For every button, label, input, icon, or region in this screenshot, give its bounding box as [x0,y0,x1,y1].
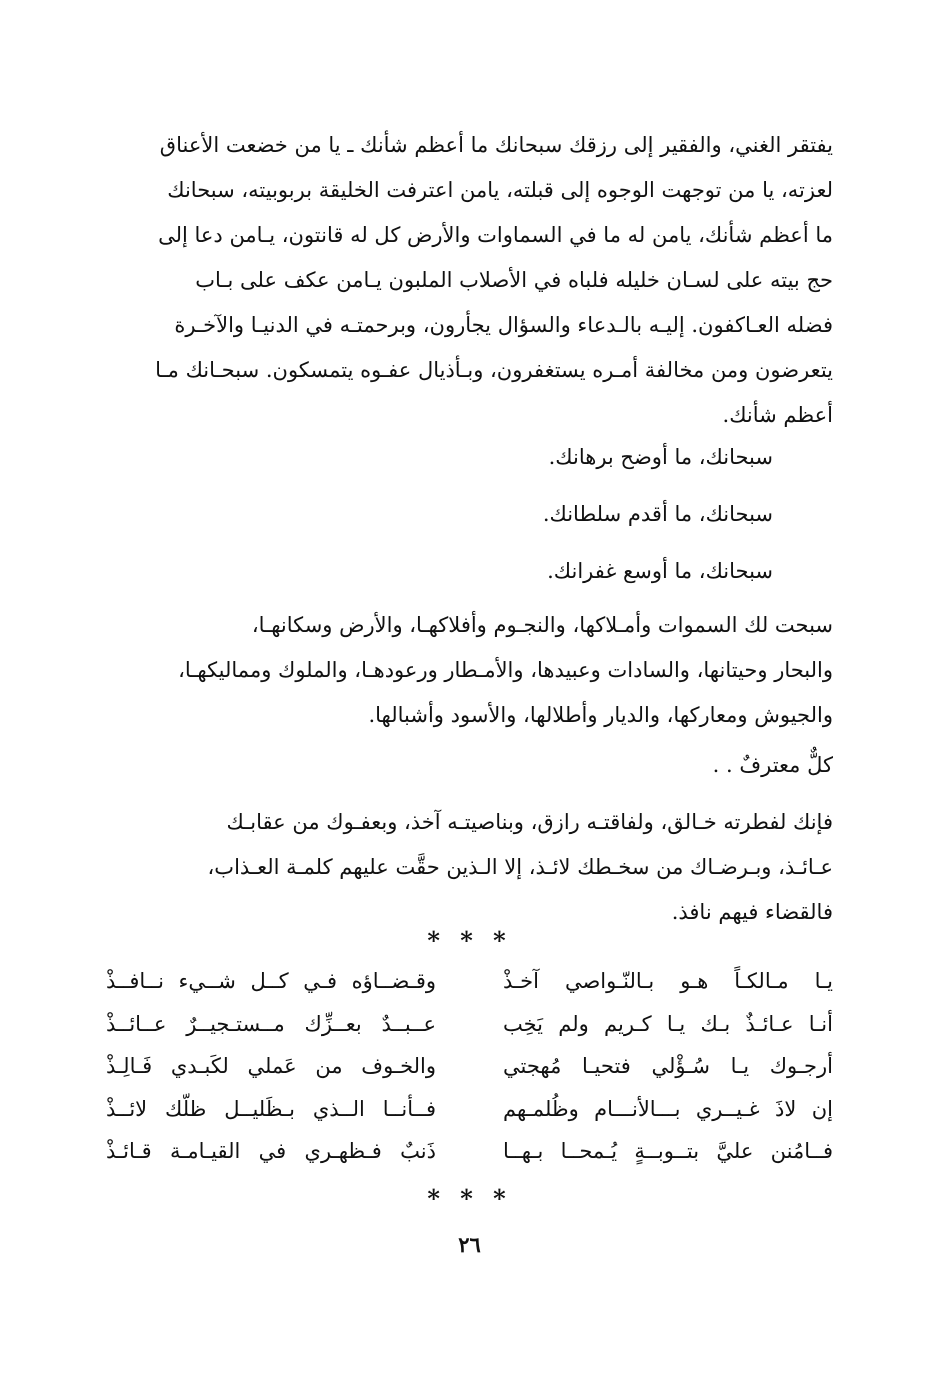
text-line: أعظم شأنك. [722,403,833,427]
poem-verse [106,960,833,1003]
paragraph-creator [106,800,833,935]
section-separator-top: * * * [427,926,512,955]
text-line: فضله العـاكفون. إليـه بالـدعاء والسؤال يجأرون، وبرحمتـه في الدنيـا والآخـرة [174,313,833,337]
poem-verse [106,1088,833,1131]
paragraph-glorification [106,603,833,738]
text-line: فإنك لفطرته خـالق، ولفاقتـه رازق، وبناصيتـه آخذ، وبعفـوك من عقابـك [226,810,833,834]
praise-line: سبحانك، ما أوضح برهانك. [548,445,773,469]
praise-line: سبحانك، ما أقدم سلطانك. [542,502,773,526]
verse-first-hemistich: أنـا عـائـذٌ بـك يـا كـريم ولم يَخِب [503,1011,833,1036]
text-line: يفتقر الغني، والفقير إلى رزقك سبحانك ما أعظم شأنك ـ يا من خضعت الأعناق [159,133,833,157]
praise-list [106,435,833,594]
text-line: سبحت لك السموات وأمـلاكها، والنجـوم وأفلاكهـا، والأرض وسكانهـا، [251,613,833,637]
text-line: يتعرضون ومن مخالفة أمـره يستغفرون، وبـأذيال عفـوه يتمسكون. سبحـانك مـا [155,358,833,382]
verse-second-hemistich: ذَنبٌ فـظهـري في القيـامـة قـائـذْ [106,1139,436,1163]
verse-first-hemistich: يـا مـالكـاً هـو بـالنّـواصي آخـذْ [503,969,833,993]
verse-second-hemistich: والخـوف من عَملي لكَبـدي فَـالِـذْ [106,1054,436,1078]
text-line: فالقضاء فيهم نافذ. [671,900,833,924]
text-line: لعزته، يا من توجهت الوجوه إلى قبلته، يامن اعترفت الخليقة بربوبيته، سبحانك [167,178,833,202]
section-separator-bottom: * * * [427,1184,512,1213]
text-line: والبحار وحيتانها، والسادات وعبيدها، والأمـطار ورعودهـا، والملوك ومماليكهـا، [178,658,833,682]
text-line: عـائـذ، وبـرضـاك من سخـطك لائـذ، إلا الـذين حقَّت عليهم كلمـة العـذاب، [207,855,833,879]
verse-first-hemistich: أرجـوك يـا سُـؤْلي فتحيـا مُهجتي [503,1054,833,1078]
poem [106,960,833,1173]
verse-first-hemistich: فــامُنن عليَّ بتــوبــةٍ يُـمحــا بـهــا [503,1139,833,1163]
paragraph-praise-intro [106,123,833,438]
poem-verse [106,1045,833,1088]
text-line: والجيوش ومعاركها، والديار وأطلالها، والأسود وأشبالها. [368,703,833,727]
praise-line: سبحانك، ما أوسع غفرانك. [547,559,773,583]
verse-second-hemistich: وقـضــاؤه فـي كــل شــيء نــافــذْ [106,969,436,993]
poem-verse [106,1003,833,1046]
poem-verse [106,1130,833,1173]
text-line: كلٌّ معترفٌ . . [712,753,833,777]
verse-second-hemistich: فــأنــا الــذي بـظَليــل ظلّك لائــذْ [106,1096,436,1121]
line-kullun [106,743,833,788]
page-number: ٢٦ [458,1232,481,1257]
verse-first-hemistich: إن لاذَ غـيــري بـــالأنـــام وظُلمـهم [503,1096,833,1121]
verse-second-hemistich: عــبــدٌ بعــزِّك مــستـجيــرٌ عــائــذْ [106,1011,436,1036]
text-line: حج بيته على لسـان خليله فلباه في الأصلاب الملبون يـامن عكف على بـاب [195,268,833,292]
text-line: ما أعظم شأنك، يامن له ما في السماوات والأرض كل له قانتون، يـامن دعا إلى [158,223,833,247]
